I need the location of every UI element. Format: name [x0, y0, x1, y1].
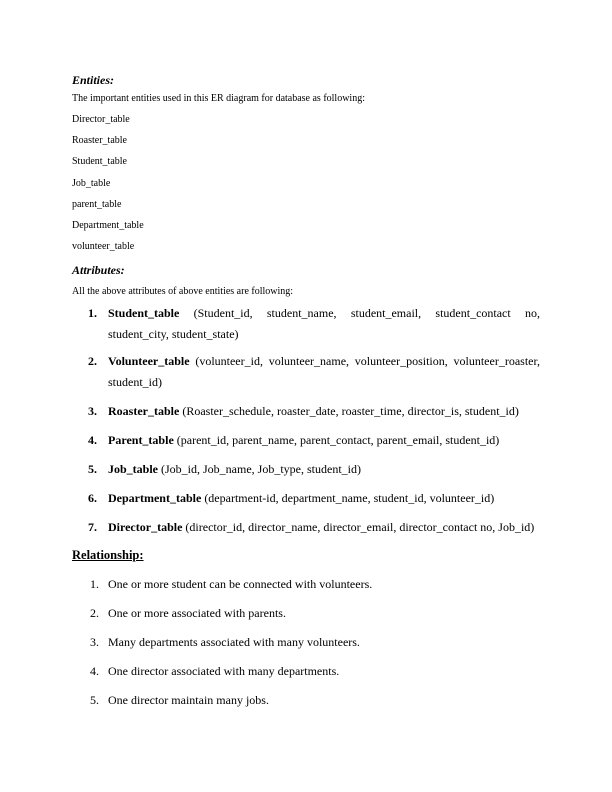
relationship-text: One or more associated with parents. — [108, 606, 286, 620]
attributes-heading: Attributes: — [72, 263, 125, 277]
relationship-number: 3. — [90, 635, 99, 649]
attribute-table-name: Student_table — [108, 306, 180, 320]
attributes-intro: All the above attributes of above entities are following: — [72, 286, 294, 297]
attribute-item — [72, 303, 540, 345]
attribute-item — [72, 488, 540, 509]
attribute-table-name: Job_table — [108, 462, 159, 476]
attribute-table-name: Director_table — [108, 520, 183, 534]
relationship-number: 1. — [90, 577, 99, 591]
relationship-heading: Relationship: — [72, 548, 144, 562]
entities-heading: Entities: — [72, 73, 115, 87]
attribute-number: 4. — [88, 433, 97, 447]
attribute-fields: (Job_id, Job_name, Job_type, student_id) — [158, 462, 361, 476]
relationship-number: 5. — [90, 693, 99, 707]
attribute-number: 5. — [88, 462, 97, 476]
attribute-fields: (Roaster_schedule, roaster_date, roaster_time, director_is, student_id) — [179, 404, 519, 418]
relationship-number: 4. — [90, 664, 99, 678]
entities-intro: The important entities used in this ER diagram for database as following: — [72, 93, 365, 104]
attribute-number: 7. — [88, 520, 97, 534]
attribute-number: 3. — [88, 404, 97, 418]
attribute-item — [72, 517, 540, 538]
attribute-item — [72, 430, 540, 451]
relationship-text: One or more student can be connected with volunteers. — [108, 577, 373, 591]
relationship-text: One director maintain many jobs. — [108, 693, 269, 707]
entity-item: Job_table — [72, 178, 111, 189]
entity-item: Department_table — [72, 220, 144, 231]
attribute-number: 2. — [88, 354, 97, 368]
relationship-text: One director associated with many departments. — [108, 664, 340, 678]
relationship-text: Many departments associated with many volunteers. — [108, 635, 360, 649]
attribute-fields: (parent_id, parent_name, parent_contact, parent_email, student_id) — [173, 433, 500, 447]
attribute-item — [72, 351, 540, 393]
attribute-number: 1. — [88, 306, 97, 320]
entity-item: Student_table — [72, 156, 127, 167]
attribute-table-name: Department_table — [108, 491, 202, 505]
attribute-table-name: Roaster_table — [108, 404, 180, 418]
entity-item: Roaster_table — [72, 135, 127, 146]
attribute-number: 6. — [88, 491, 97, 505]
attribute-fields: (Student_id, student_name, student_email, student_contact no, student_city, student_state) — [108, 306, 540, 341]
attribute-item — [72, 401, 540, 422]
entity-item: parent_table — [72, 199, 122, 210]
attribute-item — [72, 459, 540, 480]
attribute-fields: (director_id, director_name, director_email, director_contact no, Job_id) — [182, 520, 535, 534]
relationship-number: 2. — [90, 606, 99, 620]
attribute-table-name: Parent_table — [108, 433, 174, 447]
attribute-table-name: Volunteer_table — [108, 354, 190, 368]
attribute-fields: (department-id, department_name, student_id, volunteer_id) — [201, 491, 495, 505]
entity-item: volunteer_table — [72, 241, 135, 252]
attribute-fields: (volunteer_id, volunteer_name, volunteer_position, volunteer_roaster, student_id) — [108, 354, 540, 389]
entity-item: Director_table — [72, 114, 130, 125]
